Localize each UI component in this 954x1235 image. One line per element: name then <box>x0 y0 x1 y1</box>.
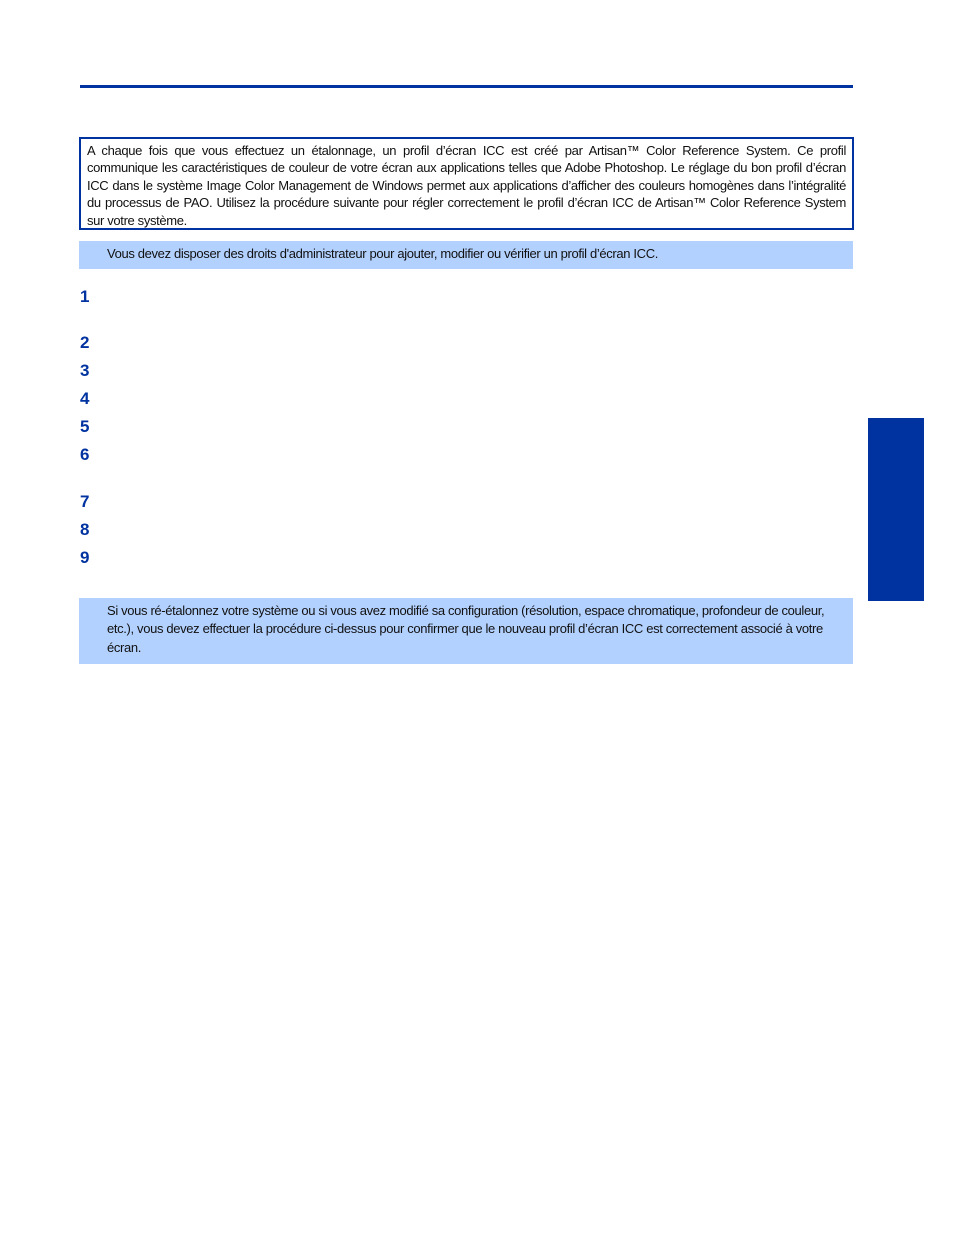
note-admin-rights <box>79 241 853 269</box>
note-recalibrate <box>79 598 853 664</box>
step-number-1: 1 <box>80 287 90 306</box>
step-number-2: 2 <box>80 333 90 352</box>
intro-text: A chaque fois que vous effectuez un étalonnage, un profil d’écran ICC est créé par Artisan™ Color Reference System. Ce profil communique les caractéristiques de couleur de votre écran aux applications telles que Adobe Photoshop. Le réglage du bon profil d’écran ICC dans le système Image Color Management de Windows permet aux applications d’afficher des couleurs homogènes dans l’intégralité du processus de PAO. Utilisez la procédure suivante pour régler correctement le profil d’écran ICC de Artisan™ Color Reference System sur votre système. <box>87 143 846 228</box>
step-number-7: 7 <box>80 492 90 511</box>
step-number-6: 6 <box>80 445 90 464</box>
note-admin-text: Vous devez disposer des droits d'administrateur pour ajouter, modifier ou vérifier un profil d’écran ICC. <box>107 246 659 261</box>
intro-box <box>79 137 854 230</box>
note-recalibrate-text: Si vous ré-étalonnez votre système ou si vous avez modifié sa configuration (résolution, espace chromatique, profondeur de couleur, etc.), vous devez effectuer la procédure ci-dessus pour confirmer que le nouveau profil d’écran ICC est correctement associé à votre écran. <box>107 603 825 655</box>
step-number-8: 8 <box>80 520 90 539</box>
step-number-5: 5 <box>80 417 90 436</box>
header-rule <box>80 85 853 88</box>
step-number-9: 9 <box>80 548 90 567</box>
step-number-4: 4 <box>80 389 90 408</box>
chapter-side-tab <box>868 418 924 601</box>
step-number-3: 3 <box>80 361 90 380</box>
